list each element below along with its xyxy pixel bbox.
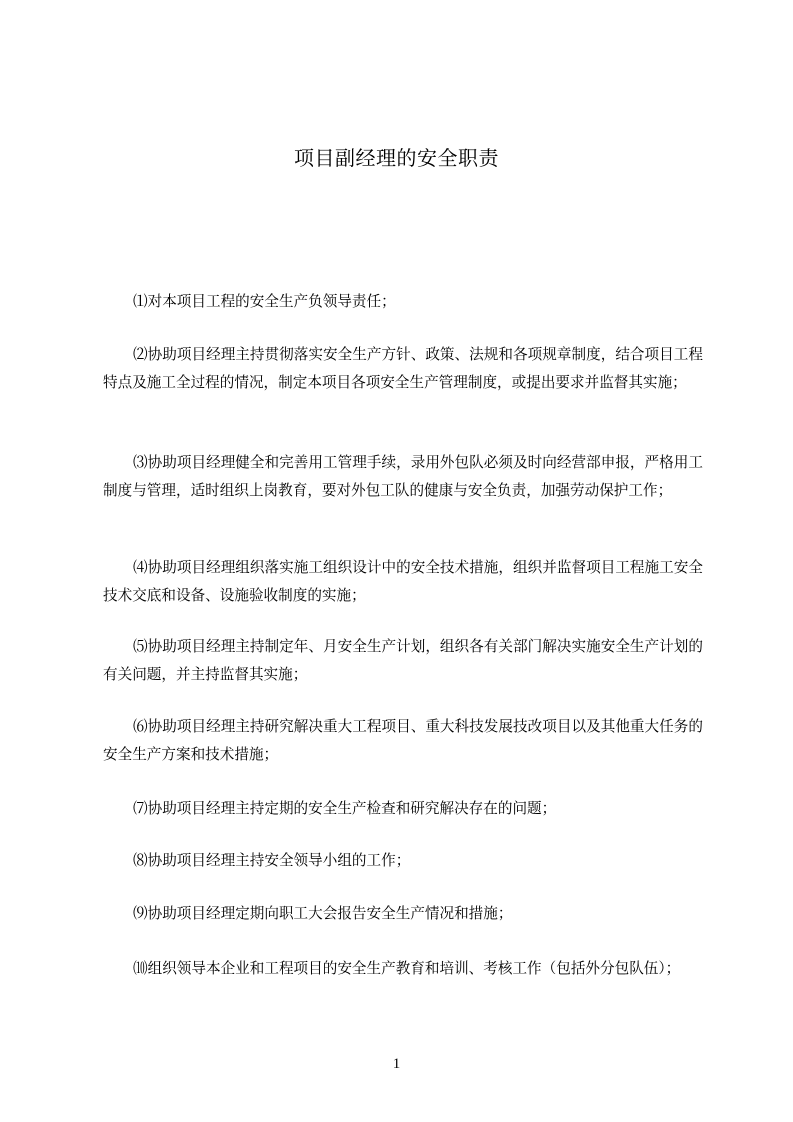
- clause-7: ⑺协助项目经理主持定期的安全生产检查和研究解决存在的问题；: [133, 800, 557, 817]
- clause-3: ⑶协助项目经理健全和完善用工管理手续，录用外包队必须及时向经营部申报，严格用工制度与管理，适时组织上岗教育，要对外包工队的健康与安全负责，加强劳动保护工作；: [103, 454, 703, 499]
- clause-1: ⑴对本项目工程的安全生产负领导责任；: [133, 293, 396, 310]
- page-number: 1: [392, 1056, 401, 1072]
- clause-8: ⑻协助项目经理主持安全领导小组的工作；: [133, 852, 411, 869]
- clause-9: ⑼协助项目经理定期向职工大会报告安全生产情况和措施；: [133, 905, 513, 922]
- clause-2: ⑵协助项目经理主持贯彻落实安全生产方针、政策、法规和各项规章制度，结合项目工程特点及施工全过程的情况，制定本项目各项安全生产管理制度，或提出要求并监督其实施；: [103, 346, 703, 391]
- document-title: 项目副经理的安全职责: [294, 146, 499, 170]
- clause-4: ⑷协助项目经理组织落实施工组织设计中的安全技术措施，组织并监督项目工程施工安全技术交底和设备、设施验收制度的实施；: [103, 559, 703, 604]
- clause-6: ⑹协助项目经理主持研究解决重大工程项目、重大科技发展技改项目以及其他重大任务的安全生产方案和技术措施；: [103, 718, 703, 763]
- clause-5: ⑸协助项目经理主持制定年、月安全生产计划，组织各有关部门解决实施安全生产计划的有关问题，并主持监督其实施；: [103, 638, 703, 683]
- clause-10: ⑽组织领导本企业和工程项目的安全生产教育和培训、考核工作（包括外分包队伍）；: [133, 960, 681, 977]
